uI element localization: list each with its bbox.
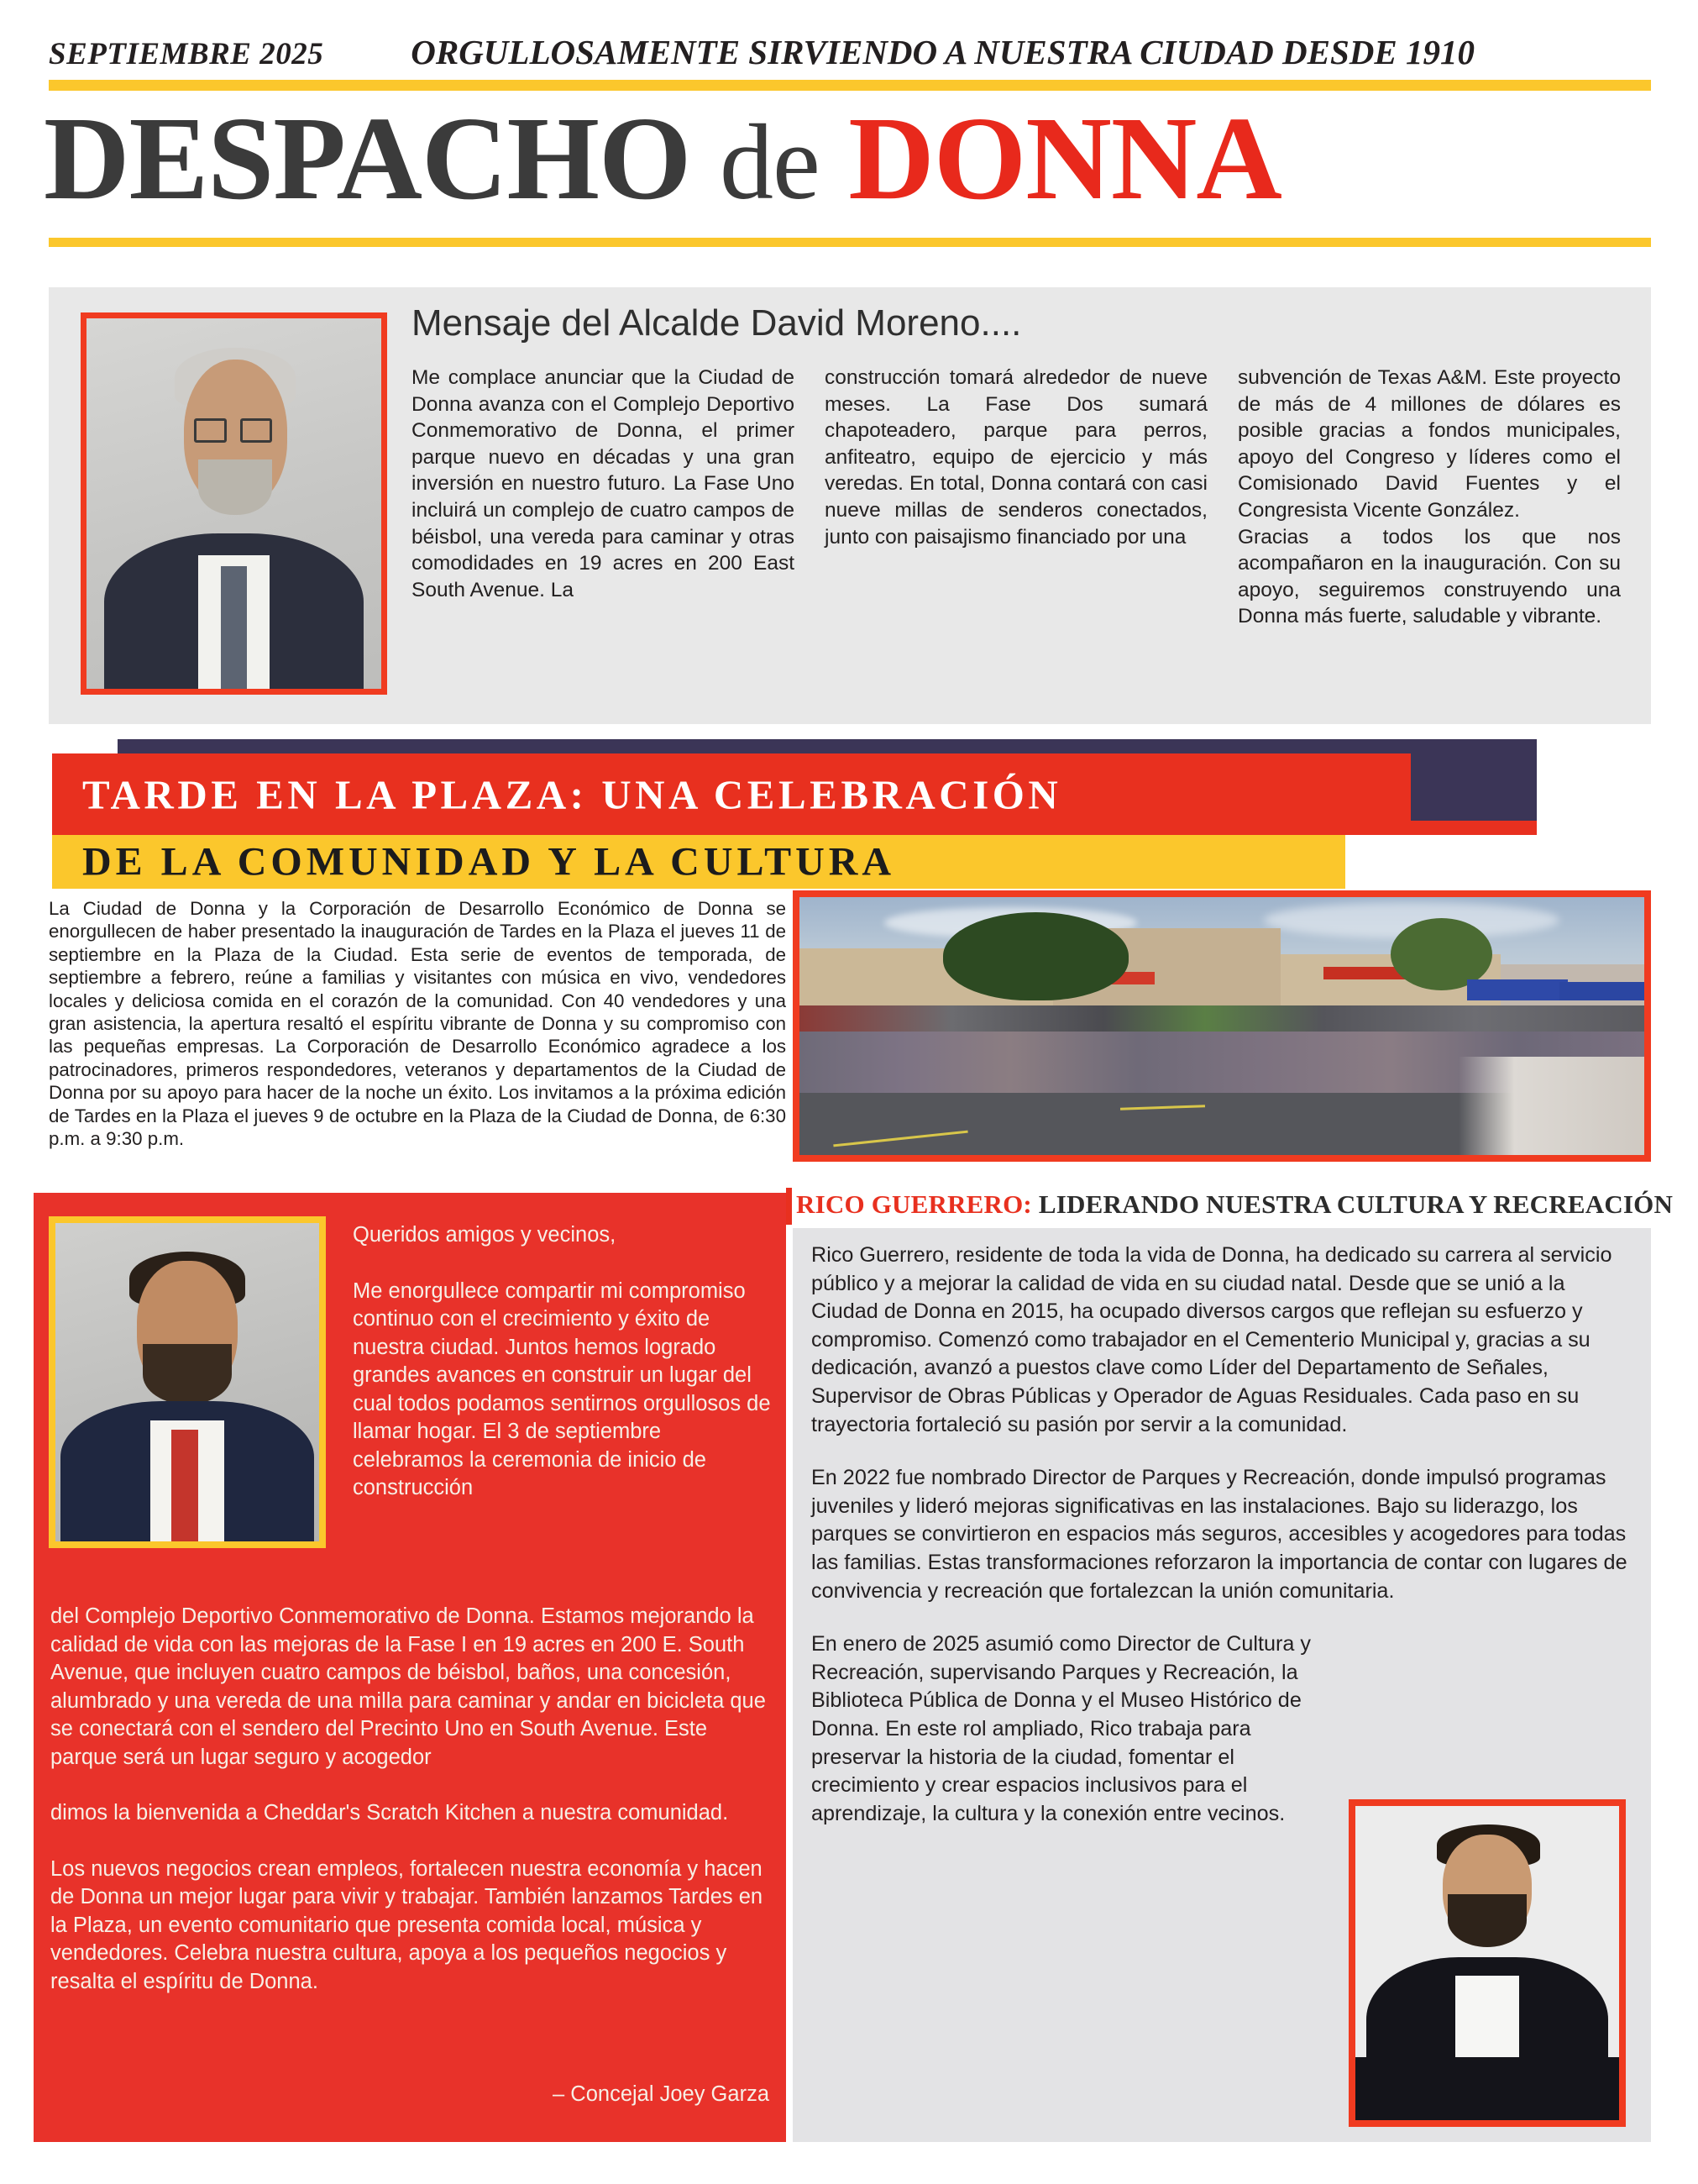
councilman-intro-text: Me enorgullece compartir mi compromiso continuo con el crecimiento y éxito de nuestra ciudad. Juntos hemos logrado grandes avances en construir un lugar del cual todos podamos sentirnos orgullosos de llamar hogar. El 3 de septiembre celebramos la ceremonia de inicio de construcción bbox=[353, 1278, 771, 1499]
masthead-rule-top bbox=[49, 80, 1651, 91]
councilman-salutation: Queridos amigos y vecinos, bbox=[353, 1223, 616, 1247]
feature-banner bbox=[0, 739, 1698, 886]
masthead-topline bbox=[49, 32, 1651, 72]
rico-portrait bbox=[1349, 1799, 1626, 2127]
mayor-column-3 bbox=[1238, 365, 1621, 701]
banner-red-tail bbox=[1411, 821, 1537, 835]
councilman-paragraph-2: dimos la bienvenida a Cheddar's Scratch Kitchen a nuestra comunidad. bbox=[50, 1801, 729, 1824]
councilman-portrait bbox=[49, 1216, 326, 1548]
banner-headline-line2: DE LA COMUNIDAD Y LA CULTURA bbox=[82, 839, 896, 885]
rico-paragraph-1: Rico Guerrero, residente de toda la vida de Donna, ha dedicado su carrera al servicio público y a mejorar la calidad de vida en su ciudad natal. Desde que se unió a la Ciudad de Donna en 2015, ha ocupado diversos cargos que reflejan su esfuerzo y compromiso. Comenzó como trabajador en el Cementerio Municipal y, gracias a su dedicación, avanzó a puestos clave como Líder del Departamento de Señales, Supervisor de Obras Públicas y Operador de Aguas Residuales. Cada paso en su trayectoria fortaleció su pasión por servir a la comunidad. bbox=[811, 1243, 1612, 1436]
mayor-message-heading: Mensaje del Alcalde David Moreno.... bbox=[411, 302, 1022, 344]
councilman-intro bbox=[353, 1221, 771, 1503]
councilman-paragraph-3: Los nuevos negocios crean empleos, fortalecen nuestra economía y hacen de Donna un mejor lugar para vivir y trabajar. También lanzamos Tardes en la Plaza, un evento comunitario que presenta comida local, música y vendedores. Celebra nuestra cultura, apoya a los pequeños negocios y resalta el espíritu de Donna. bbox=[50, 1856, 763, 1993]
mayor-column-2: construcción tomará alrededor de nueve meses. La Fase Dos sumará chapoteadero, parque para perros, anfiteatro, equipo de ejercicio y más veredas. En total, Donna contará con casi nueve millas de senderos conectados, junto con paisajismo financiado por una bbox=[825, 366, 1208, 549]
rico-headline-accent bbox=[786, 1188, 792, 1225]
tarde-article-body: La Ciudad de Donna y la Corporación de Desarrollo Económico de Donna se enorgullecen de haber presentado la inauguración de Tardes en la Plaza el jueves 11 de septiembre en la Plaza de la Ciudad. Esta serie de eventos de temporada, de septiembre a febrero, reúne a familias y visitantes con música en vivo, vendedores locales y deliciosa comida en el corazón de la comunidad. Con 40 vendedores y una gran asistencia, la apertura resaltó el espíritu vibrante de Donna y su compromiso con las pequeñas empresas. La Corporación de Desarrollo Económico agradece a los patrocinadores, primeros respondedores, veteranos y departamentos de la Ciudad de Donna por su apoyo para hacer de la noche un éxito. Los invitamos a la próxima edición de Tardes en la Plaza el jueves 9 de octubre en la Plaza de la Ciudad de Donna, de 6:30 p.m. a 9:30 p.m. bbox=[49, 898, 786, 1150]
rico-bio-body bbox=[811, 1242, 1634, 1853]
mayor-column-3-p1: subvención de Texas A&M. Este proyecto de más de 4 millones de dólares es posible gracias a fondos municipales, apoyo del Congreso y líderes como el Comisionado David Fuentes y el Congresista Vicente González. bbox=[1238, 366, 1621, 522]
rico-paragraph-2: En 2022 fue nombrado Director de Parques y Recreación, donde impulsó programas juveniles y lideró mejoras significativas en las instalaciones. Bajo su liderazgo, los parques se convirtieron en espacios más seguros, accesibles y acogedores para todas las familias. Estas transformaciones reforzaron la importancia de contar con lugares de convivencia y recreación que fortalezcan la unión comunitaria. bbox=[811, 1466, 1627, 1603]
banner-red-bar bbox=[52, 753, 1411, 835]
rico-headline-rest: LIDERANDO NUESTRA CULTURA Y RECREACIÓN bbox=[1031, 1189, 1674, 1219]
rico-paragraph-3: En enero de 2025 asumió como Director de Cultura y Recreación, supervisando Parques y Recreación, la Biblioteca Pública de Donna y el Museo Histórico de Donna. En este rol ampliado, Rico trabaja para preservar la historia de la ciudad, fomentar el crecimiento y crear espacios inclusivos para el aprendizaje, la cultura y la conexión entre vecinos. bbox=[811, 1632, 1312, 1825]
rico-headline bbox=[786, 1188, 1674, 1225]
mayor-message-columns bbox=[411, 365, 1621, 701]
title-donna: DONNA bbox=[848, 92, 1281, 224]
title-despacho: DESPACHO bbox=[44, 92, 691, 224]
mayor-message-section bbox=[49, 287, 1651, 724]
banner-headline-line1: TARDE EN LA PLAZA: UNA CELEBRACIÓN bbox=[82, 771, 1062, 817]
rico-headline-name: RICO GUERRERO: bbox=[796, 1189, 1032, 1219]
masthead-rule-bottom bbox=[49, 238, 1651, 247]
mayor-column-1: Me complace anunciar que la Ciudad de Donna avanza con el Complejo Deportivo Conmemorativo de Donna, el primer parque nuevo en décadas y una gran inversión en nuestro futuro. La Fase Uno incluirá un complejo de cuatro campos de béisbol, una vereda para caminar y otras comodidades en 19 acres en 200 East South Avenue. La bbox=[411, 366, 794, 601]
rico-bio-section bbox=[793, 1228, 1651, 2142]
masthead-tagline: ORGULLOSAMENTE SIRVIENDO A NUESTRA CIUDAD DESDE 1910 bbox=[411, 33, 1475, 71]
title-de: de bbox=[719, 102, 820, 222]
mayor-column-3-p2: Gracias a todos los que nos acompañaron en la inauguración. Con su apoyo, seguiremos construyendo una Donna más fuerte, saludable y vibrante. bbox=[1238, 525, 1621, 628]
banner-yellow-bar bbox=[52, 835, 1345, 889]
mayor-portrait bbox=[81, 312, 387, 695]
rico-headline-text bbox=[796, 1188, 1673, 1221]
councilman-paragraph-1: del Complejo Deportivo Conmemorativo de Donna. Estamos mejorando la calidad de vida con las mejoras de la Fase I en 19 acres en 200 E. South Avenue, que incluyen cuatro campos de béisbol, baños, una concesión, alumbrado y una vereda de una milla para caminar y andar en bicicleta que se conectará con el sendero del Precinto Uno en South Avenue. Este parque será un lugar seguro y acogedor bbox=[50, 1604, 766, 1769]
issue-date: SEPTIEMBRE 2025 bbox=[49, 37, 324, 71]
publication-title bbox=[44, 92, 1656, 224]
councilman-signature: – Concejal Joey Garza bbox=[553, 2082, 769, 2106]
councilman-letter-section bbox=[34, 1193, 786, 2142]
masthead bbox=[0, 0, 1698, 267]
councilman-body bbox=[50, 1603, 771, 1996]
plaza-event-photo bbox=[793, 890, 1651, 1162]
